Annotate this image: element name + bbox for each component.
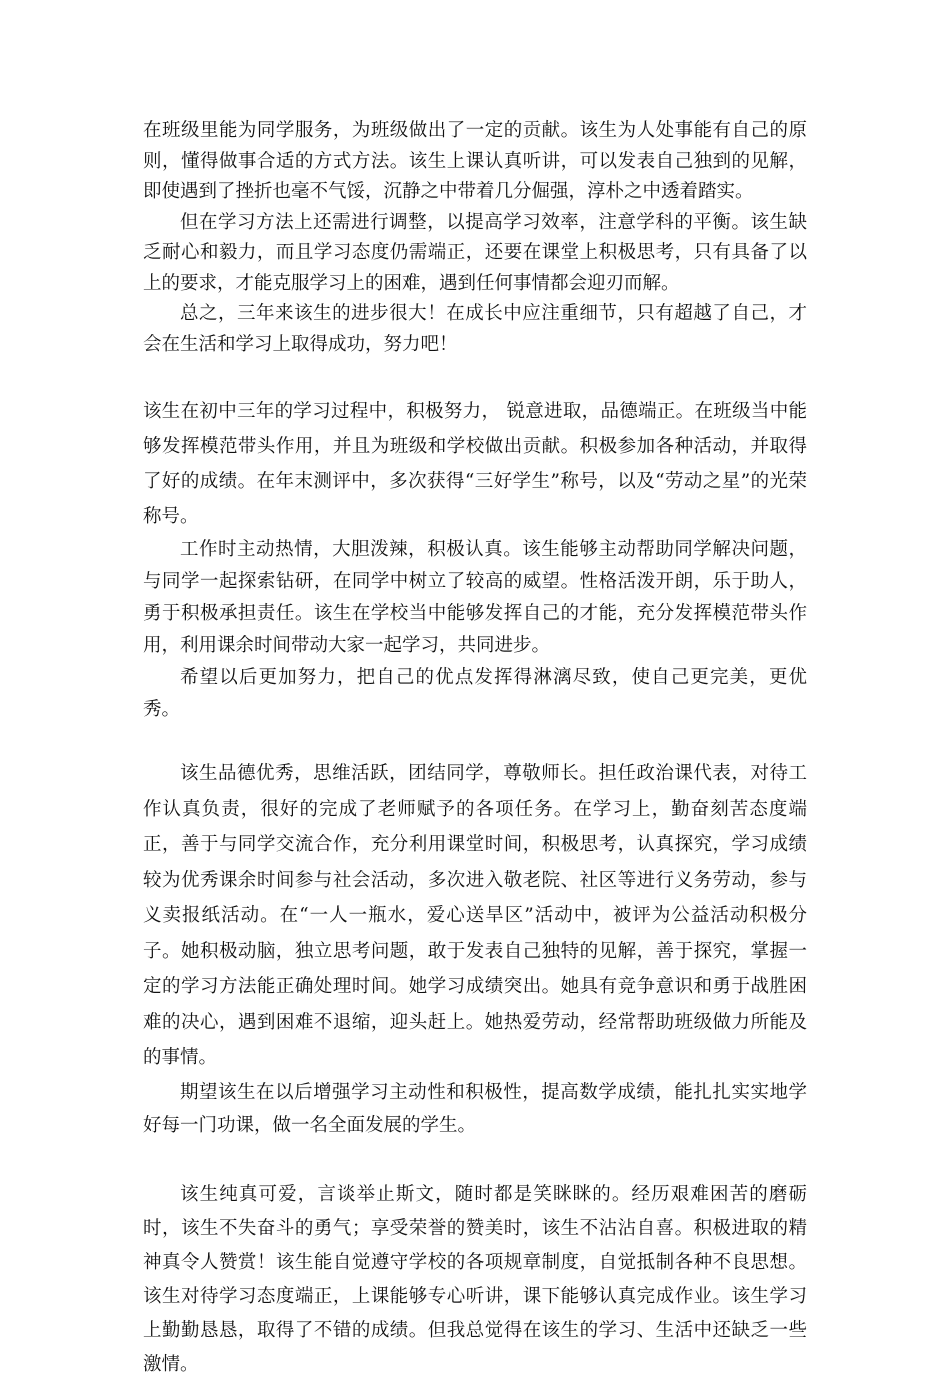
document-page xyxy=(143,116,807,1382)
paragraph: 该生纯真可爱，言谈举止斯文，随时都是笑眯眯的。经历艰难困苦的磨砺时，该生不失奋斗的勇气；享受荣誉的赞美时，该生不沾沾自喜。积极进取的精神真令人赞赏！该生能自觉遵守学校的各项规章制度，自觉抵制各种不良思想。该生对待学习态度端正，上课能够专心听讲，课下能够认真完成作业。该生学习上勤勤恳恳，取得了不错的成绩。但我总觉得在该生的学习、生活中还缺乏一些激情。 xyxy=(143,1183,807,1375)
paragraph: 工作时主动热情，大胆泼辣，积极认真。该生能够主动帮助同学解决问题，与同学一起探索钻研，在同学中树立了较高的威望。性格活泼开朗，乐于助人，勇于积极承担责任。该生在学校当中能够发挥自己的才能，充分发挥模范带头作用，利用课余时间带动大家一起学习，共同进步。 xyxy=(143,539,807,656)
paragraph: 该生品德优秀，思维活跃，团结同学，尊敬师长。担任政治课代表，对待工作认真负责，很好的完成了老师赋予的各项任务。在学习上，勤奋刻苦态度端正，善于与同学交流合作，充分利用课堂时间，积极思考，认真探究，学习成绩较为优秀课余时间参与社会活动，多次进入敬老院、社区等进行义务劳动，参与义卖报纸活动。在“一人一瓶水，爱心送旱区”活动中，被评为公益活动积极分子。她积极动脑，独立思考问题，敢于发表自己独特的见解，善于探究，掌握一定的学习方法能正确处理时间。她学习成绩突出。她具有竞争意识和勇于战胜困难的决心，遇到困难不退缩，迎头赶上。她热爱劳动，经常帮助班级做力所能及的事情。 xyxy=(143,763,807,1068)
comment-section-1 xyxy=(143,116,807,360)
comment-section-2 xyxy=(143,394,807,726)
paragraph: 但在学习方法上还需进行调整，以提高学习效率，注意学科的平衡。该生缺乏耐心和毅力，而且学习态度仍需端正，还要在课堂上积极思考，只有具备了以上的要求，才能克服学习上的困难，遇到任何事情都会迎刃而解。 xyxy=(143,211,807,294)
paragraph: 希望以后更加努力，把自己的优点发挥得淋漓尽致，使自己更完美，更优秀。 xyxy=(143,667,807,720)
comment-section-4 xyxy=(143,1178,807,1382)
comment-section-3 xyxy=(143,756,807,1142)
paragraph: 该生在初中三年的学习过程中，积极努力， 锐意进取，品德端正。在班级当中能够发挥模范带头作用，并且为班级和学校做出贡献。积极参加各种活动，并取得了好的成绩。在年末测评中，多次获得“三好学生”称号，以及“劳动之星”的光荣称号。 xyxy=(143,401,807,527)
paragraph: 期望该生在以后增强学习主动性和积极性，提高数学成绩，能扎扎实实地学好每一门功课，做一名全面发展的学生。 xyxy=(143,1081,807,1136)
paragraph: 在班级里能为同学服务，为班级做出了一定的贡献。该生为人处事能有自己的原则，懂得做事合适的方式方法。该生上课认真听讲，可以发表自己独到的见解，即使遇到了挫折也毫不气馁，沉静之中带着几分倔强，淳朴之中透着踏实。 xyxy=(143,120,807,202)
paragraph: 总之，三年来该生的进步很大！在成长中应注重细节，只有超越了自己，才会在生活和学习上取得成功，努力吧！ xyxy=(143,303,807,355)
